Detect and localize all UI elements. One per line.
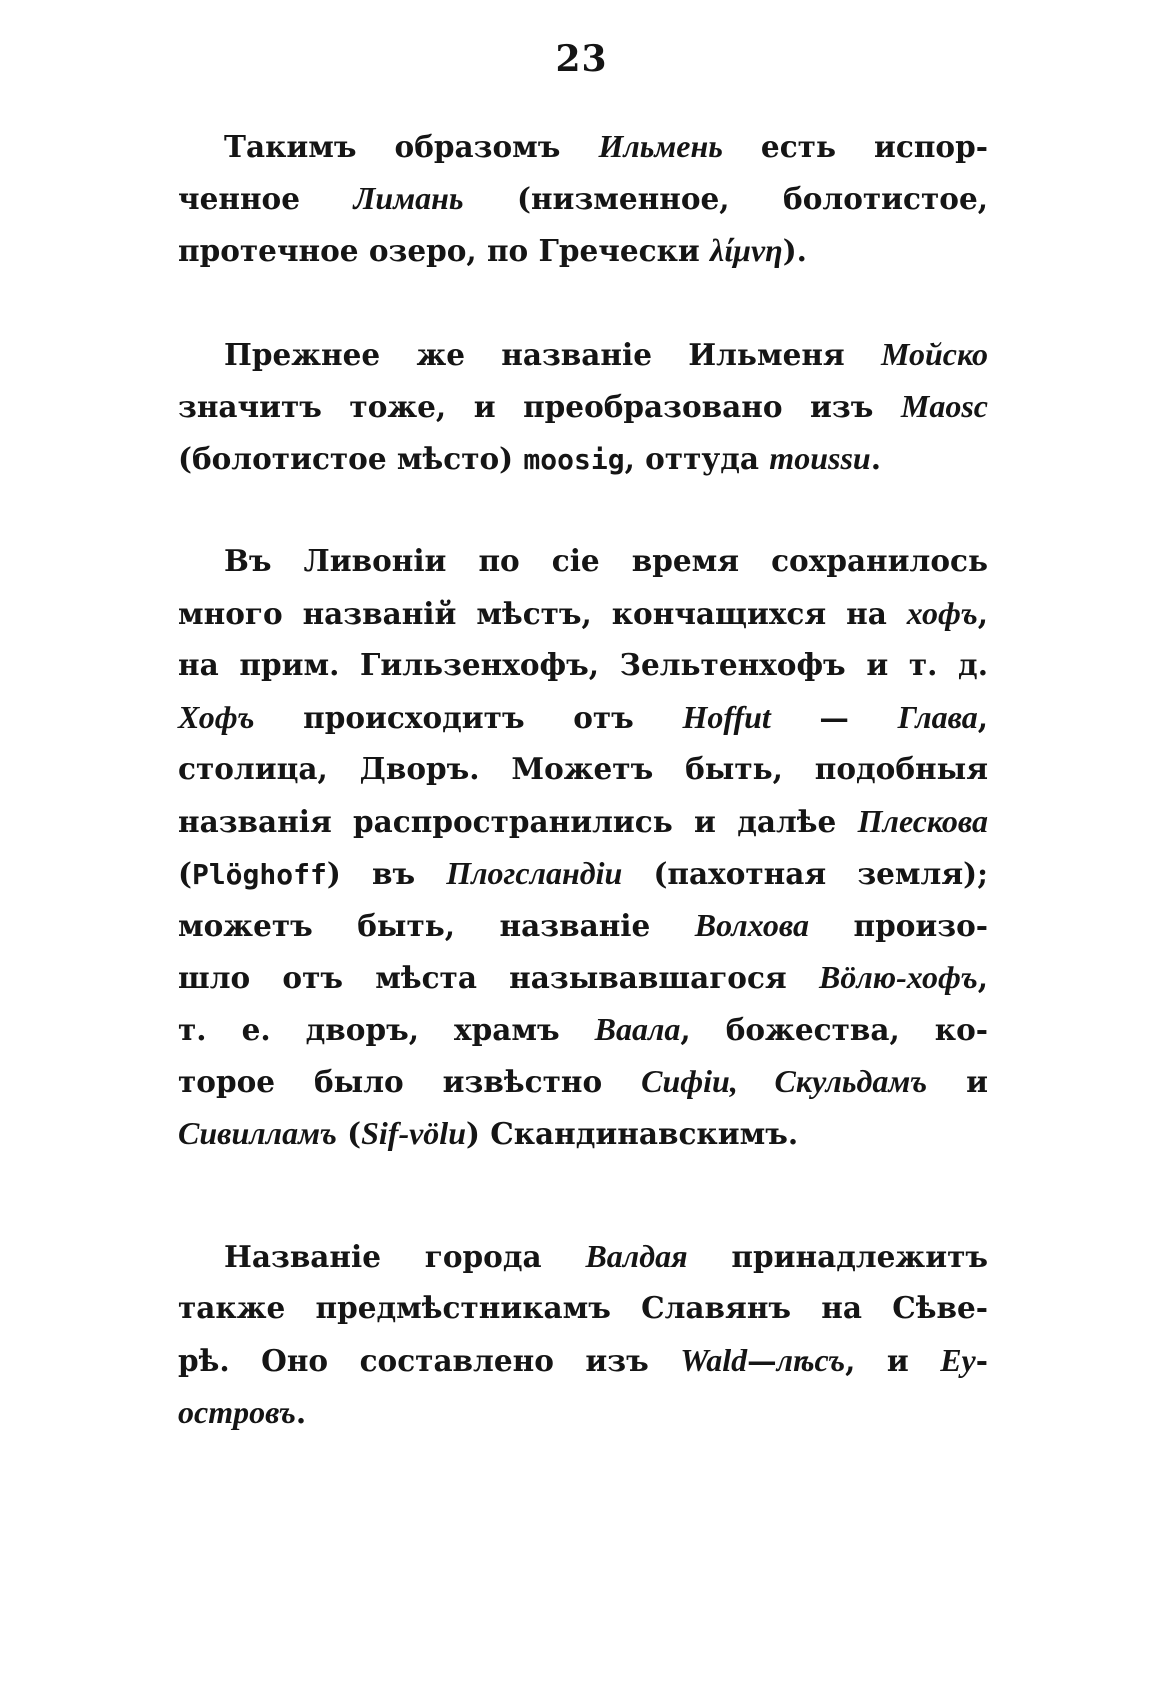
text-run: названія распространились и далѣе [178, 804, 858, 839]
text-run: значитъ тоже, и преобразовано изъ [178, 389, 901, 424]
text-run: (пахотная земля); [622, 856, 988, 891]
text-run: . [295, 1395, 307, 1430]
text-line [178, 899, 988, 951]
text-run: также предмѣстникамъ Славянъ на Сѣве- [178, 1290, 988, 1325]
text-line [178, 172, 988, 224]
text-run: есть испор- [722, 129, 988, 164]
italic-run: Плескова [857, 803, 988, 839]
paragraph-1 [178, 120, 988, 276]
text-line [178, 587, 988, 639]
text-run: ( [336, 1116, 362, 1151]
text-line [178, 535, 988, 587]
text-run: произо- [809, 908, 989, 943]
text-run: шло отъ мѣста называвшагося [178, 960, 819, 995]
text-run: принадлежитъ [687, 1239, 988, 1274]
italic-run: Глава [897, 699, 978, 735]
text-run: т. е. дворъ, храмъ [178, 1012, 595, 1047]
text-run: столица, Дворъ. Можетъ быть, подобныя [178, 751, 988, 786]
italic-run: Мойско [881, 336, 988, 372]
text-line [178, 432, 988, 484]
text-run: Названіе города [224, 1239, 586, 1274]
text-run: ( [178, 856, 192, 891]
italic-run: Wald [680, 1342, 748, 1378]
italic-run: лѣсъ [776, 1342, 846, 1378]
text-run: , [977, 700, 988, 735]
text-line [178, 224, 988, 276]
italic-run: Sif-völu [361, 1115, 466, 1151]
text-line [178, 1334, 988, 1386]
italic-run: Валдая [585, 1238, 688, 1274]
italic-run: Плогсландіи [446, 855, 623, 891]
text-run: - [975, 1343, 988, 1378]
text-line [178, 1230, 988, 1282]
paragraph-3 [178, 535, 988, 1159]
italic-run: Волхова [694, 907, 809, 943]
text-run: . [870, 441, 881, 476]
text-line [178, 1386, 988, 1438]
text-run: (низменное, болотистое, [463, 181, 988, 216]
text-run: Прежнее же названіе Ильменя [224, 337, 881, 372]
paragraph-4 [178, 1230, 988, 1438]
page-number: 23 [555, 38, 608, 80]
text-run: ) въ [326, 856, 447, 891]
text-run: ) Скандинавскимъ. [465, 1116, 799, 1151]
text-line [178, 1055, 988, 1107]
text-run: , [977, 960, 988, 995]
text-run: ченное [178, 181, 354, 216]
text-line [178, 328, 988, 380]
text-run: , божества, ко- [680, 1012, 988, 1047]
text-line [178, 691, 988, 743]
italic-run: Лимань [353, 180, 464, 216]
blackletter-run: Plöghoff [191, 858, 327, 891]
italic-run: хофъ [906, 595, 978, 631]
italic-run: Сифіи, Скульдамъ [641, 1063, 928, 1099]
italic-run: Еу [940, 1342, 976, 1378]
text-run: (болотистое мѣсто) [178, 441, 524, 476]
text-line [178, 639, 988, 691]
text-run: — [770, 700, 898, 735]
italic-run: Ваала [594, 1011, 681, 1047]
text-run: Такимъ образомъ [224, 129, 599, 164]
text-run: и [927, 1064, 989, 1099]
text-run: ). [782, 233, 807, 268]
text-line [178, 795, 988, 847]
text-run: протечное озеро, по Гречески [178, 233, 711, 268]
italic-run: Hoffut [682, 699, 771, 735]
text-run: происходитъ отъ [254, 700, 683, 735]
italic-run: Ильмень [598, 128, 723, 164]
text-run: торое было извѣстно [178, 1064, 642, 1099]
text-line [178, 847, 988, 899]
paragraph-2 [178, 328, 988, 484]
text-line [178, 743, 988, 795]
italic-run: Сивилламъ [178, 1115, 337, 1151]
italic-run: Вöлю-хофъ [818, 959, 978, 995]
text-line [178, 1282, 988, 1334]
italic-run: moussu [769, 440, 871, 476]
italic-run: λίμνη [710, 232, 783, 268]
text-run: , [977, 596, 988, 631]
text-line [178, 1003, 988, 1055]
text-line [178, 120, 988, 172]
italic-run: островъ [178, 1394, 296, 1430]
text-run: можетъ быть, названіе [178, 908, 695, 943]
text-line [178, 951, 988, 1003]
text-run: — [747, 1343, 777, 1378]
text-run: , и [845, 1343, 941, 1378]
text-run: много названій мѣстъ, кончащихся на [178, 596, 907, 631]
text-line [178, 1107, 988, 1159]
text-line [178, 380, 988, 432]
text-run: , оттуда [624, 441, 770, 476]
text-run: Въ Ливоніи по сіе время сохранилось [224, 543, 988, 578]
italic-run: Хофъ [178, 699, 255, 735]
blackletter-run: moosig [523, 443, 625, 476]
italic-run: Maosc [900, 388, 988, 424]
text-run: на прим. Гильзенхофъ, Зельтенхофъ и т. д. [178, 647, 988, 682]
text-run: рѣ. Оно составлено изъ [178, 1343, 681, 1378]
